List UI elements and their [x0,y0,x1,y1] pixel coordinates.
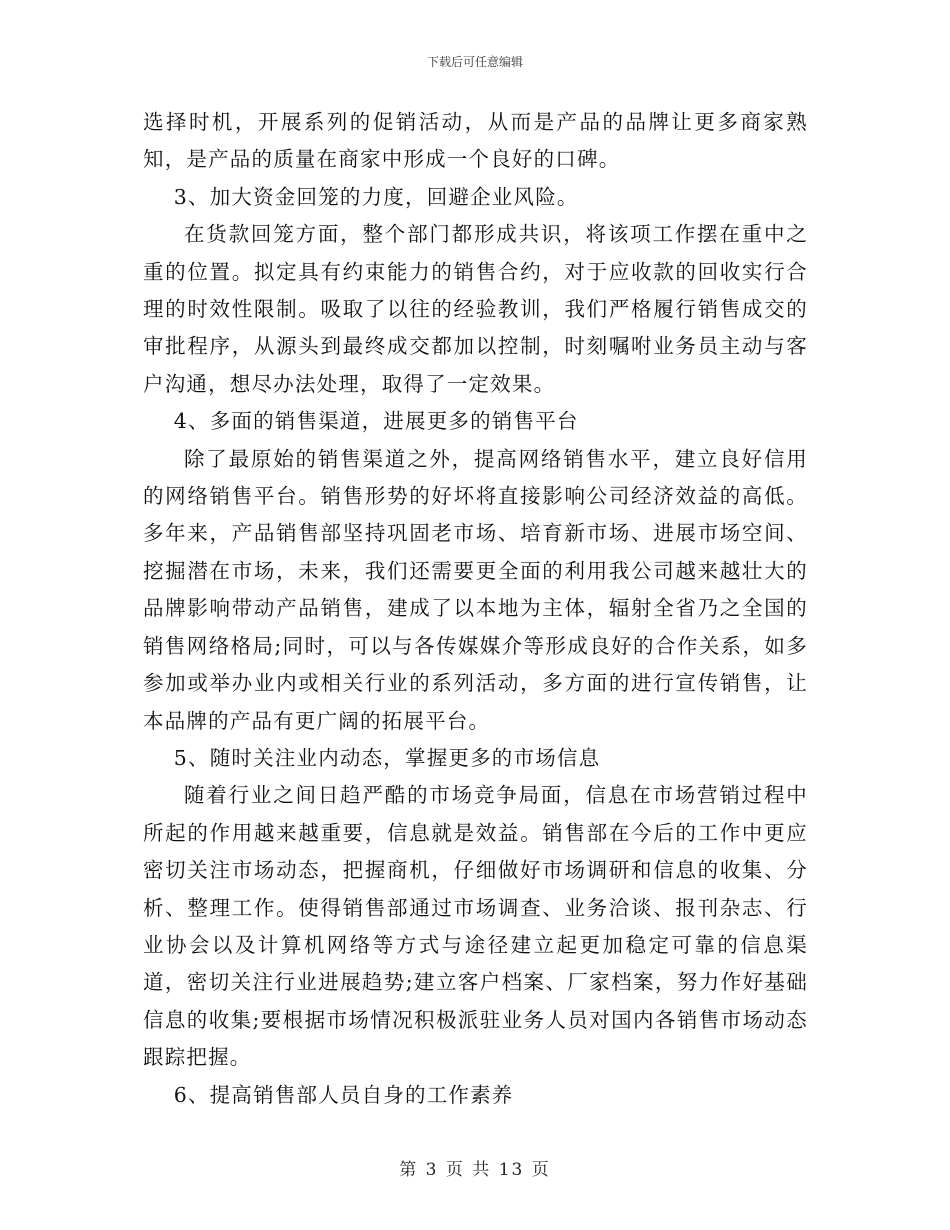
document-body [143,104,808,1114]
page-number: 第 3 页 共 13 页 [399,1160,551,1180]
section-heading-5: 5、随时关注业内动态，掌握更多的市场信息 [173,745,601,770]
paragraph-sales-channels: 除了最原始的销售渠道之外，提高网络销售水平，建立良好信用的网络销售平台。销售形势的好坏将直接影响公司经济效益的高低。多年来，产品销售部坚持巩固老市场、培育新市场、进展市场空间、挖掘潜在市场，未来，我们还需要更全面的利用我公司越来越壮大的品牌影响带动产品销售，建成了以本地为主体，辐射全省乃之全国的销售网络格局;同时，可以与各传媒媒介等形成良好的合作关系，如多参加或举办业内或相关行业的系列活动，多方面的进行宣传销售，让本品牌的产品有更广阔的拓展平台。 [143,446,808,733]
page-header: 下载后可任意编辑 [426,55,523,69]
section-heading-3: 3、加大资金回笼的力度，回避企业风险。 [173,184,579,209]
paragraph-market-information: 随着行业之间日趋严酷的市场竞争局面，信息在市场营销过程中所起的作用越来越重要，信息就是效益。销售部在今后的工作中更应密切关注市场动态，把握商机，仔细做好市场调研和信息的收集、分析、整理工作。使得销售部通过市场调查、业务洽谈、报刊杂志、行业协会以及计算机网络等方式与途径建立起更加稳定可靠的信息渠道，密切关注行业进展趋势;建立客户档案、厂家档案，努力作好基础信息的收集;要根据市场情况积极派驻业务人员对国内各销售市场动态跟踪把握。 [143,783,808,1070]
section-heading-4: 4、多面的销售渠道，进展更多的销售平台 [173,409,579,434]
paragraph-payment-collection: 在货款回笼方面，整个部门都形成共识，将该项工作摆在重中之重的位置。拟定具有约束能力的销售合约，对于应收款的回收实行合理的时效性限制。吸取了以往的经验教训，我们严格履行销售成交的审批程序，从源头到最终成交都加以控制，时刻嘱咐业务员主动与客户沟通，想尽办法处理，取得了一定效果。 [143,222,808,396]
section-heading-6: 6、提高销售部人员自身的工作素养 [173,1082,514,1107]
paragraph-continuation: 选择时机，开展系列的促销活动，从而是产品的品牌让更多商家熟知，是产品的质量在商家中形成一个良好的口碑。 [143,110,808,172]
